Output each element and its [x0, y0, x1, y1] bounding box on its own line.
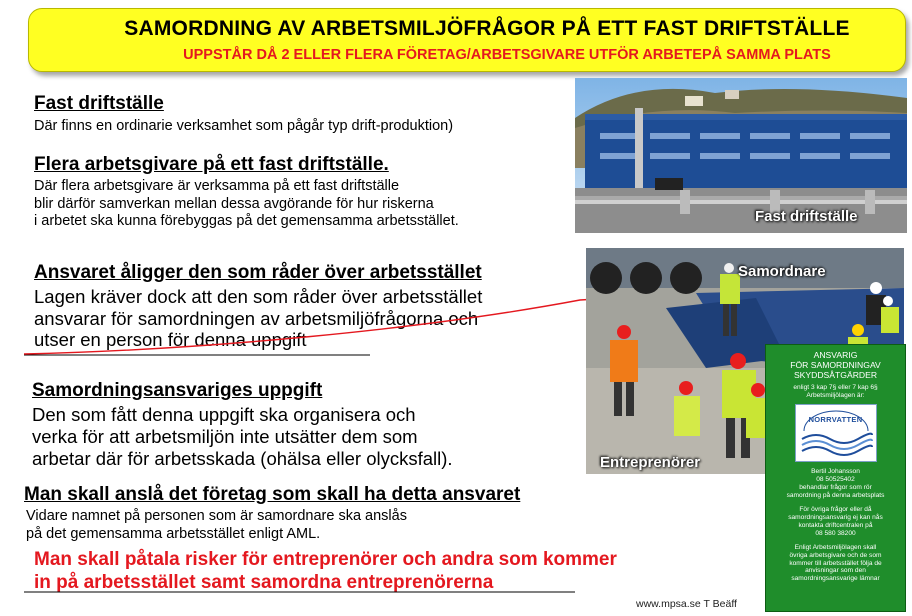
text-line: Där flera arbetsgivare är verksamma på ett fast driftställe [34, 178, 400, 194]
text-line: Lagen kräver dock att den som råder över arbetsstället [34, 286, 483, 307]
warning-line: Man skall påtala risker för entreprenörer och andra som kommer [34, 549, 617, 570]
heading-ansvaret: Ansvaret åligger den som råder över arbetsstället [34, 262, 482, 283]
text-line: ansvarar för samordningen av arbetsmiljöfrågorna och [34, 307, 479, 329]
heading-ansla-foretag: Man skall anslå det företag som skall ha detta ansvaret [24, 484, 521, 505]
notice-line: Enligt Arbetsmiljölagen skall [794, 543, 877, 551]
contractors-label: Entreprenörer [600, 454, 701, 471]
notice-line: Arbetsmiljölagen är: [806, 391, 865, 399]
notice-law-text [766, 384, 905, 400]
notice-line: samordningsansvarig ej kan nås [788, 513, 883, 521]
notice-line: kontakta driftcentralen på [798, 521, 873, 529]
text-line: i arbetet ska kunna förebyggas på det gemensamma arbetsstället. [34, 213, 459, 230]
text-line: verka för att arbetsmiljön inte utsätter dem som [32, 426, 418, 448]
text-line: arbetar där för arbetsskada (ohälsa eller olycksfall). [32, 448, 453, 470]
building-photo [575, 78, 907, 233]
heading-fast-driftstalle: Fast driftställe [34, 93, 164, 114]
coordinator-notice-sign [765, 344, 906, 612]
notice-line: enligt 3 kap 7§ eller 7 kap 6§ [793, 383, 878, 391]
notice-line: 08 580 38200 [815, 529, 856, 537]
heading-flera-arbetsgivare: Flera arbetsgivare på ett fast driftställe. [34, 154, 389, 175]
notice-line: samordning på denna arbetsplats [786, 492, 885, 500]
text-line: Vidare namnet på personen som är samordnare ska anslås [26, 508, 407, 524]
notice-law-info [766, 544, 905, 584]
text-line: på det gemensamma arbetsstället enligt AML. [26, 525, 321, 542]
notice-line: För övriga frågor eller då [799, 506, 872, 514]
logo-text: NORRVATTEN [808, 415, 863, 425]
notice-line: behandlar frågor som rör [799, 484, 872, 492]
text-line: utser en person för denna uppgift [34, 329, 307, 351]
banner-subtitle: UPPSTÅR DÅ 2 ELLER FLERA FÖRETAG/ARBETSGIVARE UTFÖR ARBETEPÅ SAMMA PLATS [183, 47, 831, 63]
coordinator-label: Samordnare [738, 263, 826, 280]
notice-line: samordningsansvarige lämnar [791, 575, 880, 583]
notice-contact [766, 468, 905, 500]
text-line: Den som fått denna uppgift ska organisera och [32, 404, 416, 425]
text-line: blir därför samverkan mellan dessa avgörande för hur riskerna [34, 195, 434, 212]
footer-credit: www.mpsa.se T Beäff [636, 598, 737, 610]
building-caption: Fast driftställe [755, 208, 858, 225]
notice-title-line: ANSVARIG [813, 350, 858, 360]
warning-line: in på arbetsstället samt samordna entreprenörerna [34, 572, 494, 594]
norrvatten-logo [795, 404, 877, 462]
notice-title-line: FÖR SAMORDNINGAV [790, 359, 881, 370]
notice-title [766, 351, 905, 381]
notice-line: övriga arbetsgivare och de som [789, 551, 882, 559]
heading-samordningsansvarig: Samordningsansvariges uppgift [32, 380, 323, 401]
text-line: Där finns en ordinarie verksamhet som pågår typ drift-produktion) [34, 118, 454, 134]
banner-title: SAMORDNING AV ARBETSMILJÖFRÅGOR PÅ ETT FAST DRIFTSTÄLLE [124, 17, 850, 40]
notice-line: Bertil Johansson [811, 468, 860, 476]
notice-line: 08 50525402 [816, 476, 855, 484]
logo-mark [796, 405, 876, 461]
notice-title-line: SKYDDSÅTGÄRDER [793, 369, 878, 380]
notice-other-contact [766, 506, 905, 538]
notice-line: kommer till arbetsstället följa de [789, 559, 882, 567]
notice-line: anvisningar som den [805, 567, 866, 575]
